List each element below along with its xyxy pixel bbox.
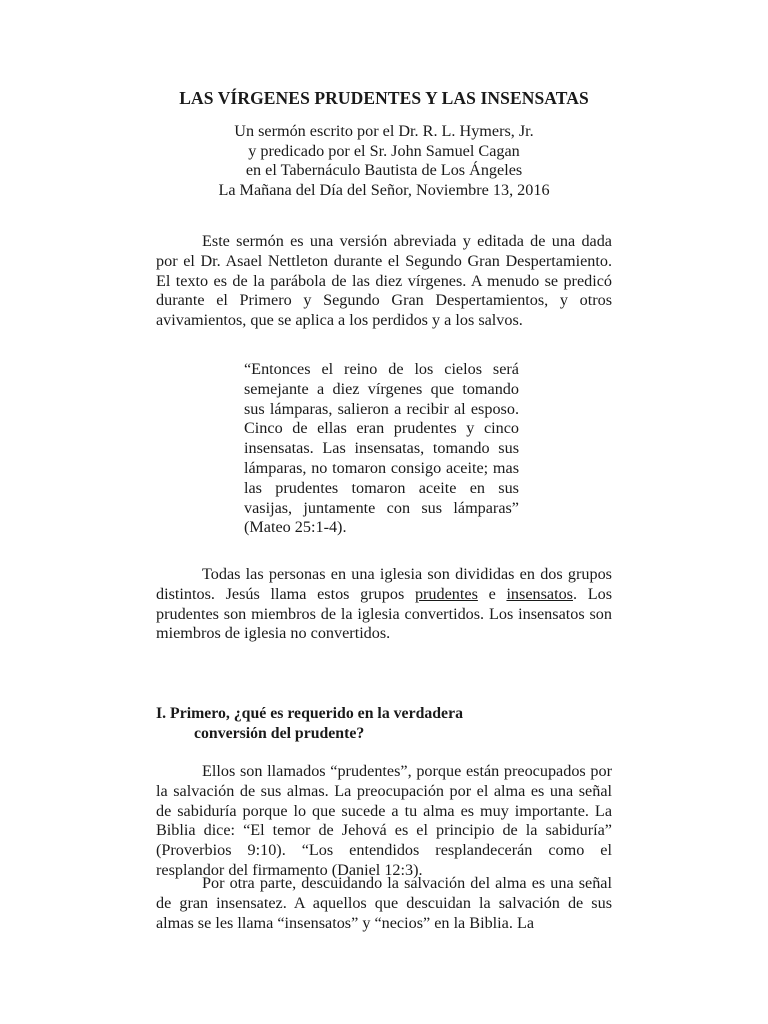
groups-text-before: Todas las personas en una iglesia son divididas en dos grupos distintos. Jesús llama estos grupos <box>156 565 612 603</box>
underlined-insensatos: insensatos <box>506 584 573 603</box>
section-heading-line2: conversión del prudente? <box>194 724 365 742</box>
section-heading <box>156 704 612 743</box>
byline-date: La Mañana del Día del Señor, Noviembre 13, 2016 <box>218 180 550 199</box>
intro-paragraph: Este sermón es una versión abreviada y editada de una dada por el Dr. Asael Nettleton durante el Segundo Gran Despertamiento. El texto es de la parábola de las diez vírgenes. A menudo se predicó durante el Primero y Segundo Gran Despertamientos, y otros avivamientos, que se aplica a los perdidos y a los salvos. <box>156 232 612 330</box>
byline-preacher: y predicado por el Sr. John Samuel Cagan <box>248 141 520 160</box>
sermon-title: LAS VÍRGENES PRUDENTES Y LAS INSENSATAS <box>179 88 589 108</box>
section-heading-line1: I. Primero, ¿qué es requerido en la verdadera <box>156 705 463 722</box>
underlined-prudentes: prudentes <box>414 584 478 603</box>
section-paragraph-2: Por otra parte, descuidando la salvación del alma es una señal de gran insensatez. A aquellos que descuidan la salvación de sus almas se les llama “insensatos” y “necios” en la Biblia. La <box>156 874 612 932</box>
scripture-quote: “Entonces el reino de los cielos será semejante a diez vírgenes que tomando sus lámparas, salieron a recibir al esposo. Cinco de ellas eran prudentes y cinco insensatas. Las insensatas, tomando sus lámparas, no tomaron consigo aceite; mas las prudentes tomaron aceite en sus vasijas, juntamente con sus lámparas” (Mateo 25:1-4). <box>244 360 519 537</box>
section-paragraph-1: Ellos son llamados “prudentes”, porque están preocupados por la salvación de sus almas. La preocupación por el alma es una señal de sabiduría porque lo que sucede a tu alma es muy importante. La Biblia dice: “El temor de Jehová es el principio de la sabiduría” (Proverbios 9:10). “Los entendidos resplandecerán como el resplandor del firmamento (Daniel 12:3). <box>156 762 612 879</box>
byline-author: Un sermón escrito por el Dr. R. L. Hymers, Jr. <box>234 122 534 140</box>
byline <box>0 122 768 200</box>
groups-text-after: . Los prudentes son miembros de la iglesia convertidos. Los insensatos son miembros de iglesia no convertidos. <box>156 584 612 643</box>
byline-location: en el Tabernáculo Bautista de Los Ángeles <box>245 161 523 179</box>
groups-paragraph <box>156 565 612 644</box>
groups-text-middle: e <box>477 584 507 603</box>
